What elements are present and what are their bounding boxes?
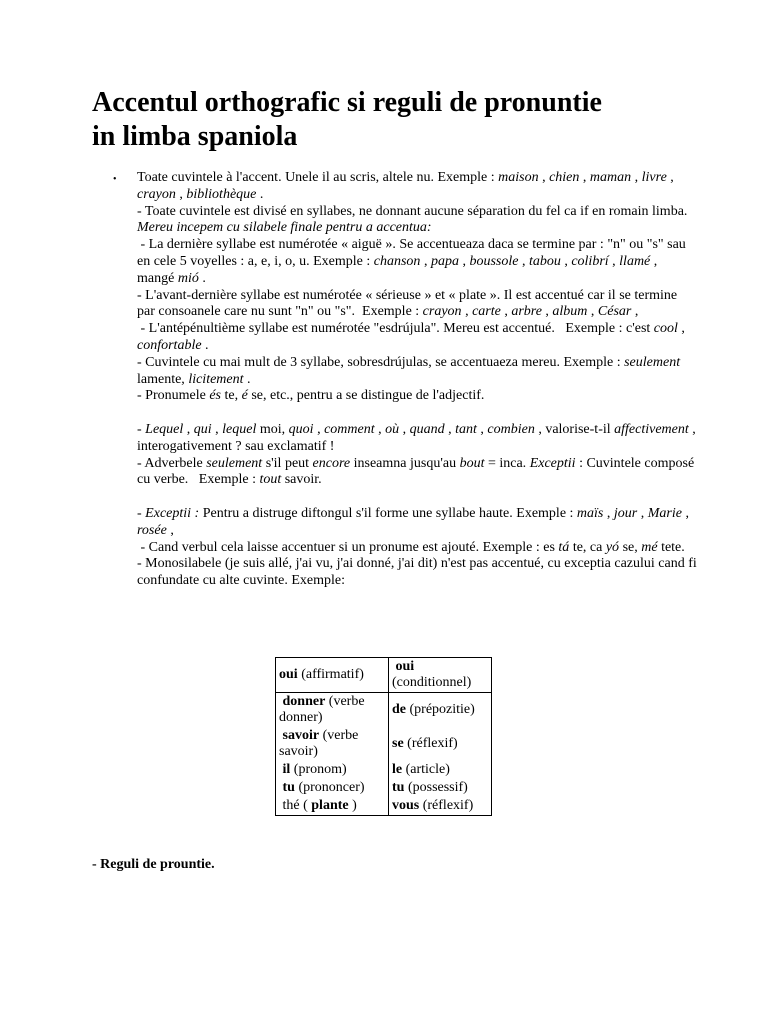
table-row bbox=[276, 797, 492, 816]
bold-term: oui bbox=[392, 659, 415, 674]
text-run: , bbox=[313, 421, 325, 437]
paragraph bbox=[137, 288, 697, 322]
text-run: (pronom) bbox=[290, 762, 347, 777]
paragraph bbox=[137, 220, 697, 237]
text-run: , bbox=[603, 505, 614, 521]
bold-term: savoir bbox=[279, 728, 320, 743]
italic-term: affectivement bbox=[614, 421, 689, 437]
text-run: (article) bbox=[402, 762, 450, 777]
bold-term: donner bbox=[279, 694, 326, 709]
bold-term: plante bbox=[311, 798, 349, 813]
text-run: (prépozitie) bbox=[406, 702, 475, 717]
table-row bbox=[276, 727, 492, 761]
text-run: ) bbox=[348, 798, 357, 813]
text-run: , bbox=[579, 170, 590, 185]
italic-term: maison bbox=[498, 170, 539, 185]
italic-term: tout bbox=[259, 472, 282, 488]
italic-term: tá bbox=[558, 539, 570, 555]
paragraph bbox=[137, 170, 697, 204]
italic-term: rosée bbox=[137, 522, 167, 538]
text-run: - La dernière syllabe est numérotée « aiguë ». Se accentueaza daca se termine par : "n" ou "s" sau en cele 5 voyelles : a, e, i, o, u. Exemple : bbox=[137, 237, 690, 269]
paragraph bbox=[137, 321, 697, 355]
blank-line bbox=[137, 405, 697, 422]
italic-term: cool bbox=[653, 321, 678, 337]
blank-line bbox=[137, 489, 697, 506]
paragraph bbox=[137, 388, 697, 405]
text-run: , bbox=[444, 421, 456, 437]
title-line-2: in limba spaniola bbox=[92, 121, 298, 152]
text-run: . bbox=[201, 337, 209, 353]
text-run: , bbox=[183, 421, 194, 437]
text-run: , bbox=[211, 421, 223, 437]
italic-term: quoi bbox=[288, 421, 314, 437]
text-run: , bbox=[560, 253, 572, 269]
italic-term: llamé bbox=[619, 253, 651, 269]
paragraph bbox=[137, 540, 697, 557]
table-row bbox=[276, 658, 492, 693]
text-run: - L'antépénultième syllabe est numérotée "esdrújula". Mereu est accentué. Exemple : c'est bbox=[137, 321, 654, 337]
bold-term: le bbox=[392, 762, 403, 777]
text-run: , bbox=[631, 170, 642, 185]
text-run: (réflexif) bbox=[419, 798, 474, 813]
bold-term: de bbox=[392, 702, 406, 717]
italic-term: yó bbox=[605, 539, 620, 555]
italic-term: bibliothèque bbox=[186, 186, 257, 202]
text-run: inseamna jusqu'au bbox=[350, 455, 460, 471]
text-run: , bbox=[518, 253, 529, 269]
bold-term: tu bbox=[392, 780, 405, 795]
italic-term: carte bbox=[472, 304, 501, 320]
title-line-1: Accentul orthografic si reguli de pronuntie bbox=[92, 87, 602, 118]
table-cell bbox=[276, 727, 389, 761]
text-run: (affirmatif) bbox=[297, 667, 364, 682]
italic-term: combien bbox=[487, 421, 535, 437]
table-cell bbox=[389, 727, 492, 761]
text-run: - Cuvintele cu mai mult de 3 syllabe, sobresdrújulas, se accentuaeza mereu. Exemple : bbox=[137, 354, 625, 370]
italic-term: é bbox=[241, 388, 248, 404]
italic-term: seulement bbox=[624, 354, 681, 370]
text-run: . bbox=[198, 270, 206, 286]
italic-term: mé bbox=[641, 539, 658, 555]
text-run: , bbox=[666, 170, 678, 185]
italic-term: licitement bbox=[188, 371, 244, 387]
section-subheading: - Reguli de prountie. bbox=[92, 857, 215, 872]
italic-term: crayon bbox=[137, 186, 176, 202]
bold-term: vous bbox=[392, 798, 420, 813]
text-run: - bbox=[137, 505, 146, 521]
text-run: - Adverbele bbox=[137, 455, 207, 471]
italic-term: maïs bbox=[576, 505, 604, 521]
italic-term: arbre bbox=[511, 304, 542, 320]
italic-term: seulement bbox=[206, 455, 263, 471]
italic-term: papa bbox=[430, 253, 459, 269]
text-run: (réflexif) bbox=[403, 736, 458, 751]
text-run: , bbox=[374, 421, 386, 437]
text-run: - Toate cuvintele est divisé en syllabes, ne donnant aucune séparation du fel ca if en romain limba. bbox=[137, 203, 688, 219]
text-run: se, etc., pentru a se distingue de l'adjectif. bbox=[247, 388, 485, 404]
italic-term: crayon bbox=[422, 304, 462, 320]
text-run: : Cuvintele composé cu verbe. Exemple : bbox=[137, 455, 698, 488]
text-run: (verbe donner) bbox=[279, 694, 369, 725]
italic-term: livre bbox=[641, 170, 667, 185]
italic-term: mió bbox=[177, 270, 199, 286]
text-run: Toate cuvintele à l'accent. Unele il au scris, altele nu. Exemple : bbox=[137, 170, 499, 185]
table-cell bbox=[389, 779, 492, 797]
text-run: thé ( bbox=[279, 798, 312, 813]
text-run: Pentru a distruge diftongul s'il forme une syllabe haute. Exemple : bbox=[199, 505, 577, 521]
italic-term: colibrí bbox=[571, 253, 609, 269]
document-title bbox=[92, 86, 712, 154]
table-cell bbox=[276, 658, 389, 693]
italic-term: quand bbox=[409, 421, 445, 437]
text-run: , bbox=[461, 304, 473, 320]
italic-term: jour bbox=[613, 505, 638, 521]
text-run: , bbox=[608, 253, 620, 269]
text-run: - Pronumele bbox=[137, 388, 210, 404]
italic-term: Exceptii : bbox=[145, 505, 200, 521]
paragraph bbox=[137, 456, 697, 490]
text-run: , bbox=[175, 186, 187, 202]
italic-term: maman bbox=[589, 170, 632, 185]
italic-term: lequel bbox=[222, 421, 257, 437]
italic-term: tant bbox=[455, 421, 477, 437]
text-run: , bbox=[587, 304, 598, 320]
italic-term: encore bbox=[312, 455, 351, 471]
text-run: , bbox=[538, 170, 550, 185]
text-run: , bbox=[420, 253, 431, 269]
paragraph bbox=[137, 204, 697, 221]
italic-term: qui bbox=[193, 421, 212, 437]
text-run: , bbox=[500, 304, 512, 320]
italic-term: chanson bbox=[373, 253, 421, 269]
text-run: (verbe savoir) bbox=[279, 728, 362, 759]
paragraph bbox=[137, 421, 700, 456]
text-run: , bbox=[637, 505, 648, 521]
italic-term: où bbox=[385, 421, 400, 437]
italic-term: chien bbox=[549, 170, 580, 185]
text-run: . bbox=[256, 186, 264, 202]
table-cell bbox=[389, 658, 492, 693]
text-run: tete. bbox=[657, 539, 685, 555]
italic-term: album bbox=[552, 304, 588, 320]
example-table bbox=[275, 657, 492, 816]
bold-term: oui bbox=[279, 667, 298, 682]
text-run: , interogativement ? sau exclamatif ! bbox=[137, 421, 700, 454]
italic-term: Mereu incepem cu silabele finale pentru a accentua: bbox=[137, 220, 432, 236]
bold-term: il bbox=[279, 762, 291, 777]
paragraph bbox=[137, 237, 697, 287]
text-run: te, bbox=[221, 388, 242, 404]
italic-term: boussole bbox=[469, 253, 519, 269]
text-run: s'il peut bbox=[262, 455, 313, 471]
text-run: = inca. bbox=[484, 455, 530, 471]
italic-term: César bbox=[597, 304, 632, 320]
body-text bbox=[137, 170, 701, 590]
table-row bbox=[276, 779, 492, 797]
text-run: - bbox=[137, 421, 146, 437]
paragraph bbox=[137, 506, 697, 540]
table-cell bbox=[389, 797, 492, 816]
table-cell bbox=[276, 779, 389, 797]
text-run: , bbox=[681, 505, 693, 521]
italic-term: confortable bbox=[137, 337, 202, 353]
table-row bbox=[276, 693, 492, 728]
italic-term: Marie bbox=[647, 505, 682, 521]
text-run: moi, bbox=[256, 421, 289, 437]
bullet-marker: • bbox=[113, 174, 117, 185]
italic-term: tabou bbox=[528, 253, 561, 269]
table-cell bbox=[389, 761, 492, 779]
paragraph bbox=[137, 556, 701, 590]
text-run: , bbox=[541, 304, 553, 320]
table-cell bbox=[276, 693, 389, 728]
text-run: (prononcer) bbox=[294, 780, 365, 795]
text-run: , bbox=[476, 421, 488, 437]
text-run: , bbox=[458, 253, 470, 269]
text-run: , bbox=[166, 522, 174, 538]
text-run: (conditionnel) bbox=[392, 675, 472, 690]
italic-term: és bbox=[209, 388, 221, 404]
text-run: savoir. bbox=[281, 472, 322, 488]
table-cell bbox=[389, 693, 492, 728]
text-run: , bbox=[677, 321, 689, 337]
paragraph bbox=[137, 355, 697, 389]
text-run: , bbox=[631, 304, 639, 320]
text-run: - Monosilabele (je suis allé, j'ai vu, j'ai donné, j'ai dit) n'est pas accentué, cu exceptia cazului cand fi confundate cu alte cuvinte. Exemple: bbox=[137, 556, 701, 589]
italic-term: bout bbox=[459, 455, 485, 471]
text-run: lamente, bbox=[137, 354, 684, 387]
text-run: . bbox=[243, 371, 251, 387]
text-run: , mangé bbox=[137, 253, 661, 286]
text-run: se, bbox=[619, 539, 642, 555]
bold-term: se bbox=[392, 736, 404, 751]
text-run: , valorise-t-il bbox=[534, 421, 615, 437]
text-run: te, ca bbox=[569, 539, 606, 555]
text-run: - L'avant-dernière syllabe est numérotée « sérieuse » et « plate ». Il est accentué car il se termine par consoanele care nu sunt "n" ou "s". Exemple : bbox=[137, 287, 681, 320]
text-run: , bbox=[399, 421, 410, 437]
table-cell bbox=[276, 797, 389, 816]
bold-term: tu bbox=[279, 780, 295, 795]
text-run: (possessif) bbox=[404, 780, 468, 795]
italic-term: Exceptii bbox=[529, 455, 576, 471]
text-run: - Cand verbul cela laisse accentuer si un pronume est ajouté. Exemple : es bbox=[137, 539, 559, 555]
table-row bbox=[276, 761, 492, 779]
italic-term: Lequel bbox=[145, 421, 184, 437]
table-cell bbox=[276, 761, 389, 779]
italic-term: comment bbox=[324, 421, 375, 437]
